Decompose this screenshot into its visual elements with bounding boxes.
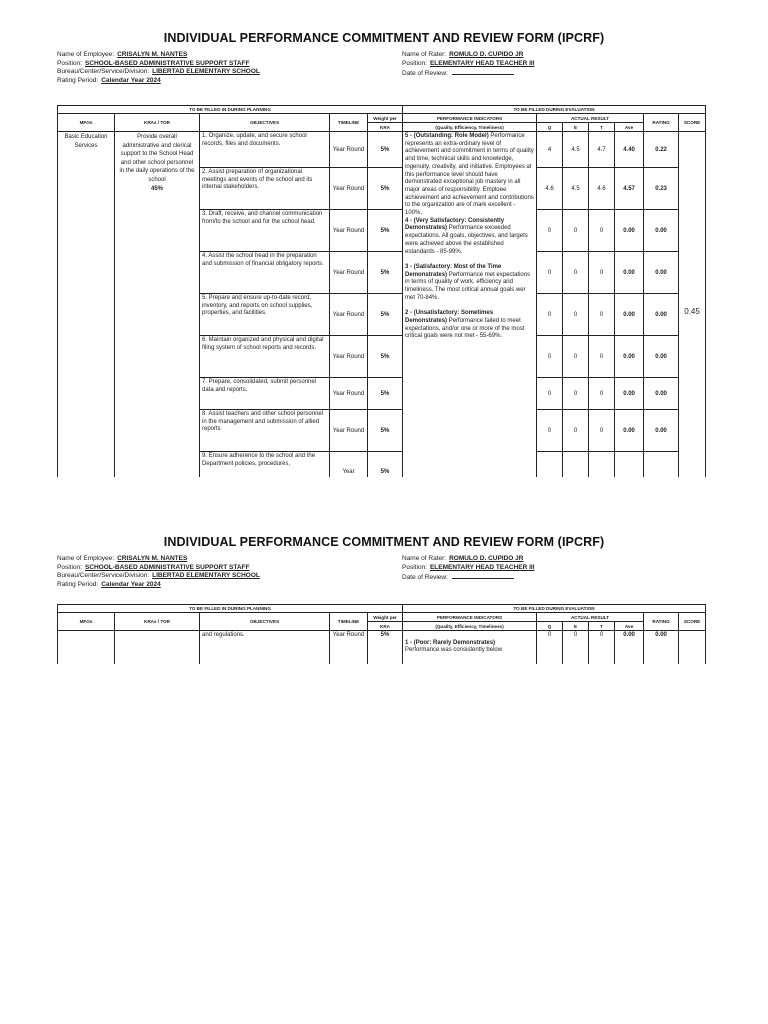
ave-value: 0.00 xyxy=(615,631,644,665)
q-header: Q xyxy=(537,123,563,132)
indicator-3-body: Performance met expectations in terms of quality of work, efficiency and timeliness. The most critical annual goals wer met 70-84%. xyxy=(405,271,531,301)
weight-cell: 5% xyxy=(368,452,403,478)
actual-result-header: ACTUAL RESULT xyxy=(537,114,644,123)
e-value: 4.5 xyxy=(563,132,589,168)
indicator-3-heading: 3 - (Satisfactory: Most of the Time Demonstrates) xyxy=(405,263,502,278)
indicator-5-heading: 5 - (Outstanding: Role Model) xyxy=(405,133,489,139)
weight-header-2: KRA xyxy=(368,123,403,132)
objective-cell: 7. Prepare, consolidated, submit personnel data and reports. xyxy=(200,378,330,410)
rating-value: 0.00 xyxy=(644,410,679,452)
bureau: LIBERTAD ELEMENTARY SCHOOL xyxy=(152,572,260,579)
ave-value: 0.00 xyxy=(615,410,644,452)
indicators-cell xyxy=(403,132,537,478)
timeline-cell: Year Round xyxy=(330,132,368,168)
e-value: 4.5 xyxy=(563,168,589,210)
ave-header: Ave xyxy=(615,622,644,631)
timeline-cell: Year Round xyxy=(330,336,368,378)
weight-cell: 5% xyxy=(368,410,403,452)
rater-position: ELEMENTARY HEAD TEACHER III xyxy=(429,59,535,67)
score-value: 0.45 xyxy=(684,307,700,316)
score-header: SCORE xyxy=(679,613,706,631)
rating-header: RATING xyxy=(644,114,679,132)
rating-value xyxy=(644,452,679,478)
bureau: LIBERTAD ELEMENTARY SCHOOL xyxy=(152,68,260,75)
ave-value: 0.00 xyxy=(615,336,644,378)
timeline-cell: Year Round xyxy=(330,294,368,336)
q-value: 0 xyxy=(537,378,563,410)
mfos-header: MFOs xyxy=(58,114,115,132)
ipcrf-table-1 xyxy=(57,105,706,477)
ave-value: 0.00 xyxy=(615,252,644,294)
t-value: 0 xyxy=(589,631,615,665)
indicator-4-body: Performance exceeded expectations. All goals, objectives, and targets were achieved above the established estandards - 85-99%. xyxy=(405,225,528,255)
rating-period-label: Rating Period: xyxy=(57,580,99,588)
indicators-subheader: (Quality, Efficiency, Timeliness) xyxy=(403,622,537,631)
e-value: 0 xyxy=(563,336,589,378)
employee-position: SCHOOL-BASED ADMINISTRATIVE SUPPORT STAFF xyxy=(84,563,250,571)
rater-position: ELEMENTARY HEAD TEACHER III xyxy=(429,563,535,571)
rating-value: 0.22 xyxy=(644,132,679,168)
employee-info xyxy=(0,555,768,605)
weight-cell: 5% xyxy=(368,132,403,168)
rating-value: 0.00 xyxy=(644,294,679,336)
rater-name: ROMULO D. CUPIDO JR xyxy=(449,555,524,562)
weight-cell: 5% xyxy=(368,631,403,665)
kra-text: Provide overall administrative and clerical support to the School Head and other school personnel in the daily operations of the school xyxy=(119,134,195,183)
ave-value: 4.57 xyxy=(615,168,644,210)
weight-header: Weight per xyxy=(368,114,403,123)
mfo-cell xyxy=(58,631,115,665)
kras-header: KRAs / TOR xyxy=(115,613,200,631)
employee-name: CRISALYN M. NANTES xyxy=(117,51,188,58)
timeline-header: TIMELINE xyxy=(330,613,368,631)
t-value: 0 xyxy=(589,294,615,336)
ave-value: 4.40 xyxy=(615,132,644,168)
rating-period: Calendar Year 2024 xyxy=(101,580,161,588)
score-cell xyxy=(679,631,706,665)
kra-cell xyxy=(115,132,200,478)
employee-info xyxy=(0,51,768,101)
form-page-2 xyxy=(0,534,768,654)
date-of-review-blank xyxy=(452,68,514,75)
form-page-1 xyxy=(0,30,768,101)
q-value: 0 xyxy=(537,631,563,665)
objective-cell: 5. Prepare and ensure up-to-date record, inventory, and reports on school supplies, properties, and facilities. xyxy=(200,294,330,336)
form-title: INDIVIDUAL PERFORMANCE COMMITMENT AND REVIEW FORM (IPCRF) xyxy=(163,535,605,549)
table-row xyxy=(58,132,706,168)
rating-value: 0.00 xyxy=(644,210,679,252)
e-value: 0 xyxy=(563,631,589,665)
indicators-header: PERFORMANCE INDICATORS xyxy=(403,114,537,123)
weight-cell: 5% xyxy=(368,252,403,294)
employee-position: SCHOOL-BASED ADMINISTRATIVE SUPPORT STAFF xyxy=(84,59,250,67)
kra-weight: 45% xyxy=(150,185,163,192)
rater-position-label: Position: xyxy=(402,59,427,67)
rating-value: 0.00 xyxy=(644,252,679,294)
actual-result-header: ACTUAL RESULT xyxy=(537,613,644,622)
mfo-cell xyxy=(58,132,115,478)
t-value: 0 xyxy=(589,378,615,410)
planning-header: TO BE FILLED IN DURING PLANNING xyxy=(58,106,403,114)
timeline-cell: Year Round xyxy=(330,410,368,452)
rating-period: Calendar Year 2024 xyxy=(101,76,161,84)
q-value: 0 xyxy=(537,210,563,252)
indicator-2-body: Performance failed to meet expectations, and/or one or more of the most critical goals were not met - 55-69%. xyxy=(405,317,525,340)
rating-value: 0.00 xyxy=(644,631,679,665)
objective-cell: 9. Ensure adherence to the school and the Department policies, procedures, xyxy=(200,452,330,478)
q-header: Q xyxy=(537,622,563,631)
timeline-cell: Year Round xyxy=(330,168,368,210)
q-value: 0 xyxy=(537,336,563,378)
objective-cell: 2. Assist preparation of organizational meetings and events of the school and its internal stakeholders. xyxy=(200,168,330,210)
kra-cell xyxy=(115,631,200,665)
planning-header: TO BE FILLED IN DURING PLANNING xyxy=(58,605,403,613)
table-row xyxy=(58,631,706,665)
employee-position-label: Position: xyxy=(57,59,82,67)
date-of-review-blank xyxy=(452,572,514,579)
indicators-header: PERFORMANCE INDICATORS xyxy=(403,613,537,622)
objective-cell: 1. Organize, update, and secure school records, files and documents. xyxy=(200,132,330,168)
t-value: 0 xyxy=(589,210,615,252)
indicators-cell xyxy=(403,631,537,665)
ave-value: 0.00 xyxy=(615,210,644,252)
objective-cell: 8. Assist teachers and other school personnel in the management and submission of allied reports xyxy=(200,410,330,452)
t-value: 4.7 xyxy=(589,132,615,168)
date-of-review-label: Date of Review: xyxy=(402,70,448,77)
e-header: E xyxy=(563,123,589,132)
ave-value: 0.00 xyxy=(615,294,644,336)
score-cell xyxy=(679,132,706,478)
employee-name-label: Name of Employee: xyxy=(57,555,115,562)
objectives-header: OBJECTIVES xyxy=(200,613,330,631)
t-value: 0 xyxy=(589,336,615,378)
form-title: INDIVIDUAL PERFORMANCE COMMITMENT AND REVIEW FORM (IPCRF) xyxy=(163,31,605,45)
e-header: E xyxy=(563,622,589,631)
weight-header-2: KRA xyxy=(368,622,403,631)
indicators-subheader: (Quality, Efficiency, Timeliness) xyxy=(403,123,537,132)
table-clip-1 xyxy=(0,105,768,477)
ipcrf-table-2 xyxy=(57,604,706,664)
e-value xyxy=(563,452,589,478)
weight-cell: 5% xyxy=(368,168,403,210)
objective-cell: 4. Assist the school head in the preparation and submission of financial obligatory reports. xyxy=(200,252,330,294)
rater-name-label: Name of Rater: xyxy=(402,555,447,562)
indicator-2-heading: 2 - (Unsatisfactory: Sometimes Demonstrates) xyxy=(405,310,494,324)
score-header: SCORE xyxy=(679,114,706,132)
weight-cell: 5% xyxy=(368,378,403,410)
q-value xyxy=(537,452,563,478)
table-clip-2 xyxy=(0,604,768,664)
timeline-cell: Year Round xyxy=(330,252,368,294)
indicator-5-body: Performance represents an extra-ordinary level of achievement and commitment in terms of quality and time, technical skills and knowledge, ingenuity, creativity, and initiative. Employees at this performance level should have demonstrated exceptional job mastery in all major areas of responsibility. Emploee achievement and achievement and contributions to the organization are of mark excellent - 100%. xyxy=(405,133,534,217)
q-value: 0 xyxy=(537,252,563,294)
timeline-cell: Year Round xyxy=(330,631,368,665)
employee-position-label: Position: xyxy=(57,563,82,571)
indicator-1-body: Performance was consistently below xyxy=(405,647,503,654)
q-value: 4 xyxy=(537,132,563,168)
objective-cell: 6. Maintain organized and physical and digital filing system of school reports and records. xyxy=(200,336,330,378)
e-value: 0 xyxy=(563,410,589,452)
indicator-1-heading: 1 - (Poor: Rarely Demonstrates) xyxy=(405,639,496,646)
rating-header: RATING xyxy=(644,613,679,631)
ave-value: 0.00 xyxy=(615,378,644,410)
evaluation-header: TO BE FILLED DURING EVALUATION xyxy=(403,605,706,613)
timeline-header: TIMELINE xyxy=(330,114,368,132)
weight-cell: 5% xyxy=(368,210,403,252)
mfos-header: MFOs xyxy=(58,613,115,631)
indicator-4-heading: 4 - (Very Satisfactory: Consistently Demonstrates) xyxy=(405,217,505,232)
q-value: 4.6 xyxy=(537,168,563,210)
timeline-cell: Year xyxy=(330,452,368,478)
e-value: 0 xyxy=(563,252,589,294)
objective-cell: 3. Draft, receive, and channel communication from/to the school and for the school head. xyxy=(200,210,330,252)
employee-name: CRISALYN M. NANTES xyxy=(117,555,188,562)
kras-header: KRAs / TOR xyxy=(115,114,200,132)
t-value: 0 xyxy=(589,252,615,294)
rater-name: ROMULO D. CUPIDO JR xyxy=(449,51,524,58)
t-header: T xyxy=(589,622,615,631)
objectives-header: OBJECTIVES xyxy=(200,114,330,132)
weight-header: Weight per xyxy=(368,613,403,622)
t-value xyxy=(589,452,615,478)
rating-value: 0.00 xyxy=(644,336,679,378)
evaluation-header: TO BE FILLED DURING EVALUATION xyxy=(403,106,706,114)
t-header: T xyxy=(589,123,615,132)
weight-cell: 5% xyxy=(368,336,403,378)
timeline-cell: Year Round xyxy=(330,210,368,252)
date-of-review-label: Date of Review: xyxy=(402,574,448,581)
rater-name-label: Name of Rater: xyxy=(402,51,447,58)
q-value: 0 xyxy=(537,410,563,452)
timeline-cell: Year Round xyxy=(330,378,368,410)
mfo-text: Basic Education Services xyxy=(64,134,108,149)
ave-header: Ave xyxy=(615,123,644,132)
t-value: 0 xyxy=(589,410,615,452)
rating-period-label: Rating Period: xyxy=(57,76,99,84)
ave-value xyxy=(615,452,644,478)
e-value: 0 xyxy=(563,378,589,410)
bureau-label: Bureau/Center/Service/Division: xyxy=(57,68,150,75)
rating-value: 0.00 xyxy=(644,378,679,410)
rating-value: 0.23 xyxy=(644,168,679,210)
t-value: 4.6 xyxy=(589,168,615,210)
e-value: 0 xyxy=(563,294,589,336)
q-value: 0 xyxy=(537,294,563,336)
employee-name-label: Name of Employee: xyxy=(57,51,115,58)
rater-position-label: Position: xyxy=(402,563,427,571)
weight-cell: 5% xyxy=(368,294,403,336)
e-value: 0 xyxy=(563,210,589,252)
bureau-label: Bureau/Center/Service/Division: xyxy=(57,572,150,579)
objective-cell: and regulations. xyxy=(200,631,330,665)
